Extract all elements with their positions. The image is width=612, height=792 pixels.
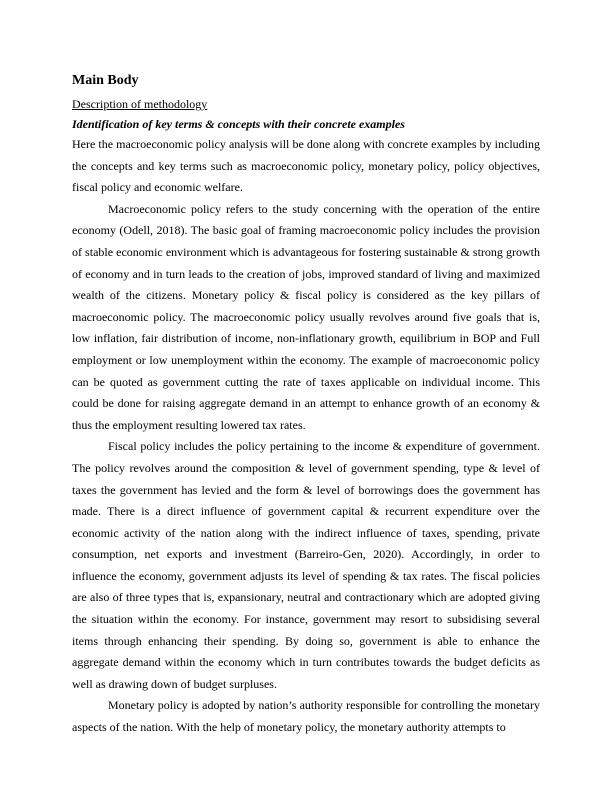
document-body <box>72 70 540 739</box>
main-body-heading: Main Body <box>72 73 139 88</box>
key-terms-subheading: Identification of key terms & concepts with their concrete examples <box>72 117 405 131</box>
fiscal-policy-paragraph: Fiscal policy includes the policy pertaining to the income & expenditure of government. The policy revolves around the composition & level of government spending, type & level of taxes the government has levied and the form & level of borrowings does the government has made. There is a direct influence of government capital & recurrent expenditure over the economic activity of the nation along with the indirect influence of taxes, spending, private consumption, net exports and investment (Barreiro-Gen, 2020). Accordingly, in order to influence the economy, government adjusts its level of spending & tax rates. The fiscal policies are also of three types that is, expansionary, neutral and contractionary which are adopted giving the situation within the economy. For instance, government may resort to subsidising several items through enhancing their spending. By doing so, government is able to enhance the aggregate demand within the economy which in turn contributes towards the budget deficits as well as drawing down of budget surpluses. <box>72 439 540 691</box>
monetary-policy-paragraph: Monetary policy is adopted by nation’s authority responsible for controlling the monetary aspects of the nation. With the help of monetary policy, the monetary authority attempts to <box>72 698 540 735</box>
macroeconomic-policy-paragraph: Macroeconomic policy refers to the study concerning with the operation of the entire economy (Odell, 2018). The basic goal of framing macroeconomic policy includes the provision of stable economic environment which is advantageous for fostering sustainable & strong growth of economy and in turn leads to the creation of jobs, improved standard of living and maximized wealth of the citizens. Monetary policy & fiscal policy is considered as the key pillars of macroeconomic policy. The macroeconomic policy usually revolves around five goals that is, low inflation, fair distribution of income, non-inflationary growth, equilibrium in BOP and Full employment or low unemployment within the economy. The example of macroeconomic policy can be quoted as government cutting the rate of taxes applicable on individual income. This could be done for raising aggregate demand in an attempt to enhance growth of an economy & thus the employment resulting lowered tax rates. <box>72 201 540 432</box>
methodology-subheading: Description of methodology <box>72 97 208 111</box>
intro-paragraph: Here the macroeconomic policy analysis will be done along with concrete examples by including the concepts and key terms such as macroeconomic policy, monetary policy, policy objectives, fiscal policy and economic welfare. <box>72 137 540 195</box>
